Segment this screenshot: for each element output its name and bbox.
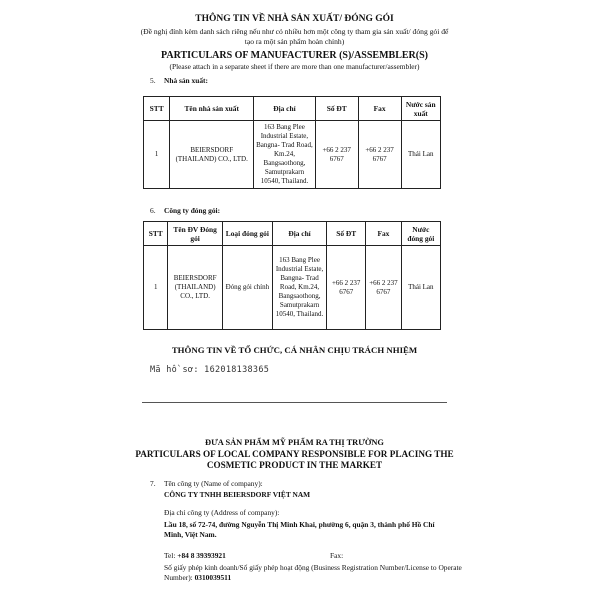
col-header-address: Địa chỉ (254, 97, 316, 121)
cell-address: 163 Bang Plee Industrial Estate, Bangna- Trad Road, Km.24, Bangsaothong, Samutprakarn 10540, Thailand. (254, 121, 316, 189)
responsible-title: THÔNG TIN VỀ TỔ CHỨC, CÁ NHÂN CHỊU TRÁCH NHIỆM (171, 345, 418, 355)
table-header-row (144, 97, 441, 121)
packer-table (143, 221, 441, 330)
company-name-label: Tên công ty (Name of company): (164, 479, 263, 488)
company-name: CÔNG TY TNHH BEIERSDORF VIỆT NAM (164, 490, 311, 499)
col-header-stt: STT (144, 97, 170, 121)
col-header-type: Loại đóng gói (222, 222, 272, 246)
col-header-phone: Số ĐT (315, 97, 358, 121)
tel-label: Tel: (164, 551, 176, 560)
cell-phone: +66 2 237 6767 (327, 246, 366, 330)
section-6-number: 6. (150, 206, 156, 215)
local-title-vi: ĐƯA SẢN PHẨM MỸ PHẨM RA THỊ TRƯỜNG (205, 438, 384, 447)
cell-address: 163 Bang Plee Industrial Estate, Bangna- Trad Road, Km.24, Bangsaothong, Samutprakarn 10540, Thailand. (272, 246, 326, 330)
col-header-phone: Số ĐT (327, 222, 366, 246)
cell-fax: +66 2 237 6767 (358, 121, 401, 189)
section-7-number: 7. (150, 479, 156, 488)
company-address: Lầu 18, số 72-74, đường Nguyễn Thị Minh Khai, phường 6, quận 3, thành phố Hồ Chí Minh, Việt Nam. (164, 520, 435, 539)
col-header-fax: Fax (358, 97, 401, 121)
tel-line (164, 551, 226, 561)
title-en: PARTICULARS OF MANUFACTURER (S)/ASSEMBLER(S) (161, 50, 428, 61)
col-header-country: Nước sản xuất (401, 97, 441, 121)
manufacturer-table (143, 96, 441, 189)
table-row (144, 121, 441, 189)
table-header-row (144, 222, 441, 246)
cell-country: Thái Lan (401, 121, 441, 189)
cell-stt: 1 (144, 121, 170, 189)
registration-label: Số giấy phép kinh doanh/Số giấy phép hoạt động (Business Registration Number/License to Operate Number): (164, 563, 462, 582)
title-vi: THÔNG TIN VỀ NHÀ SẢN XUẤT/ ĐÓNG GÓI (195, 14, 394, 24)
page-divider (142, 402, 447, 403)
section-6-label: Công ty đóng gói: (164, 206, 221, 215)
cell-country: Thái Lan (401, 246, 440, 330)
cell-name: BEIERSDORF (THAILAND) CO., LTD. (170, 121, 254, 189)
cell-name: BEIERSDORF (THAILAND) CO., LTD. (168, 246, 222, 330)
col-header-name: Tên ĐV Đóng gói (168, 222, 222, 246)
local-title-en: PARTICULARS OF LOCAL COMPANY RESPONSIBLE FOR PLACING THE COSMETIC PRODUCT IN THE MARKET (135, 449, 454, 470)
registration-number: 0310039511 (194, 572, 232, 582)
dossier-code: Mã hồ sơ: 162018138365 (150, 365, 270, 375)
section-5-label: Nhà sản xuất: (164, 76, 208, 85)
col-header-fax: Fax (366, 222, 401, 246)
table-row (144, 246, 441, 330)
company-address-label: Địa chỉ công ty (Address of company): (164, 508, 280, 517)
col-header-country: Nước đóng gói (401, 222, 440, 246)
col-header-stt: STT (144, 222, 168, 246)
cell-fax: +66 2 237 6767 (366, 246, 401, 330)
note-en: (Please attach in a separate sheet if there are more than one manufacturer/assembler) (169, 62, 420, 71)
registration-line (164, 563, 464, 582)
col-header-address: Địa chỉ (272, 222, 326, 246)
cell-type: Đóng gói chính (222, 246, 272, 330)
tel-value: +84 8 39393921 (177, 551, 226, 560)
section-5-number: 5. (150, 76, 156, 85)
cell-phone: +66 2 237 6767 (315, 121, 358, 189)
cell-stt: 1 (144, 246, 168, 330)
col-header-name: Tên nhà sản xuất (170, 97, 254, 121)
fax-label: Fax: (330, 551, 344, 560)
note-vi: (Đề nghị đính kèm danh sách riêng nếu như có nhiều hơn một công ty tham gia sản xuất/ đóng gói để tạo ra một sản phẩm hoàn chỉnh) (140, 27, 449, 46)
